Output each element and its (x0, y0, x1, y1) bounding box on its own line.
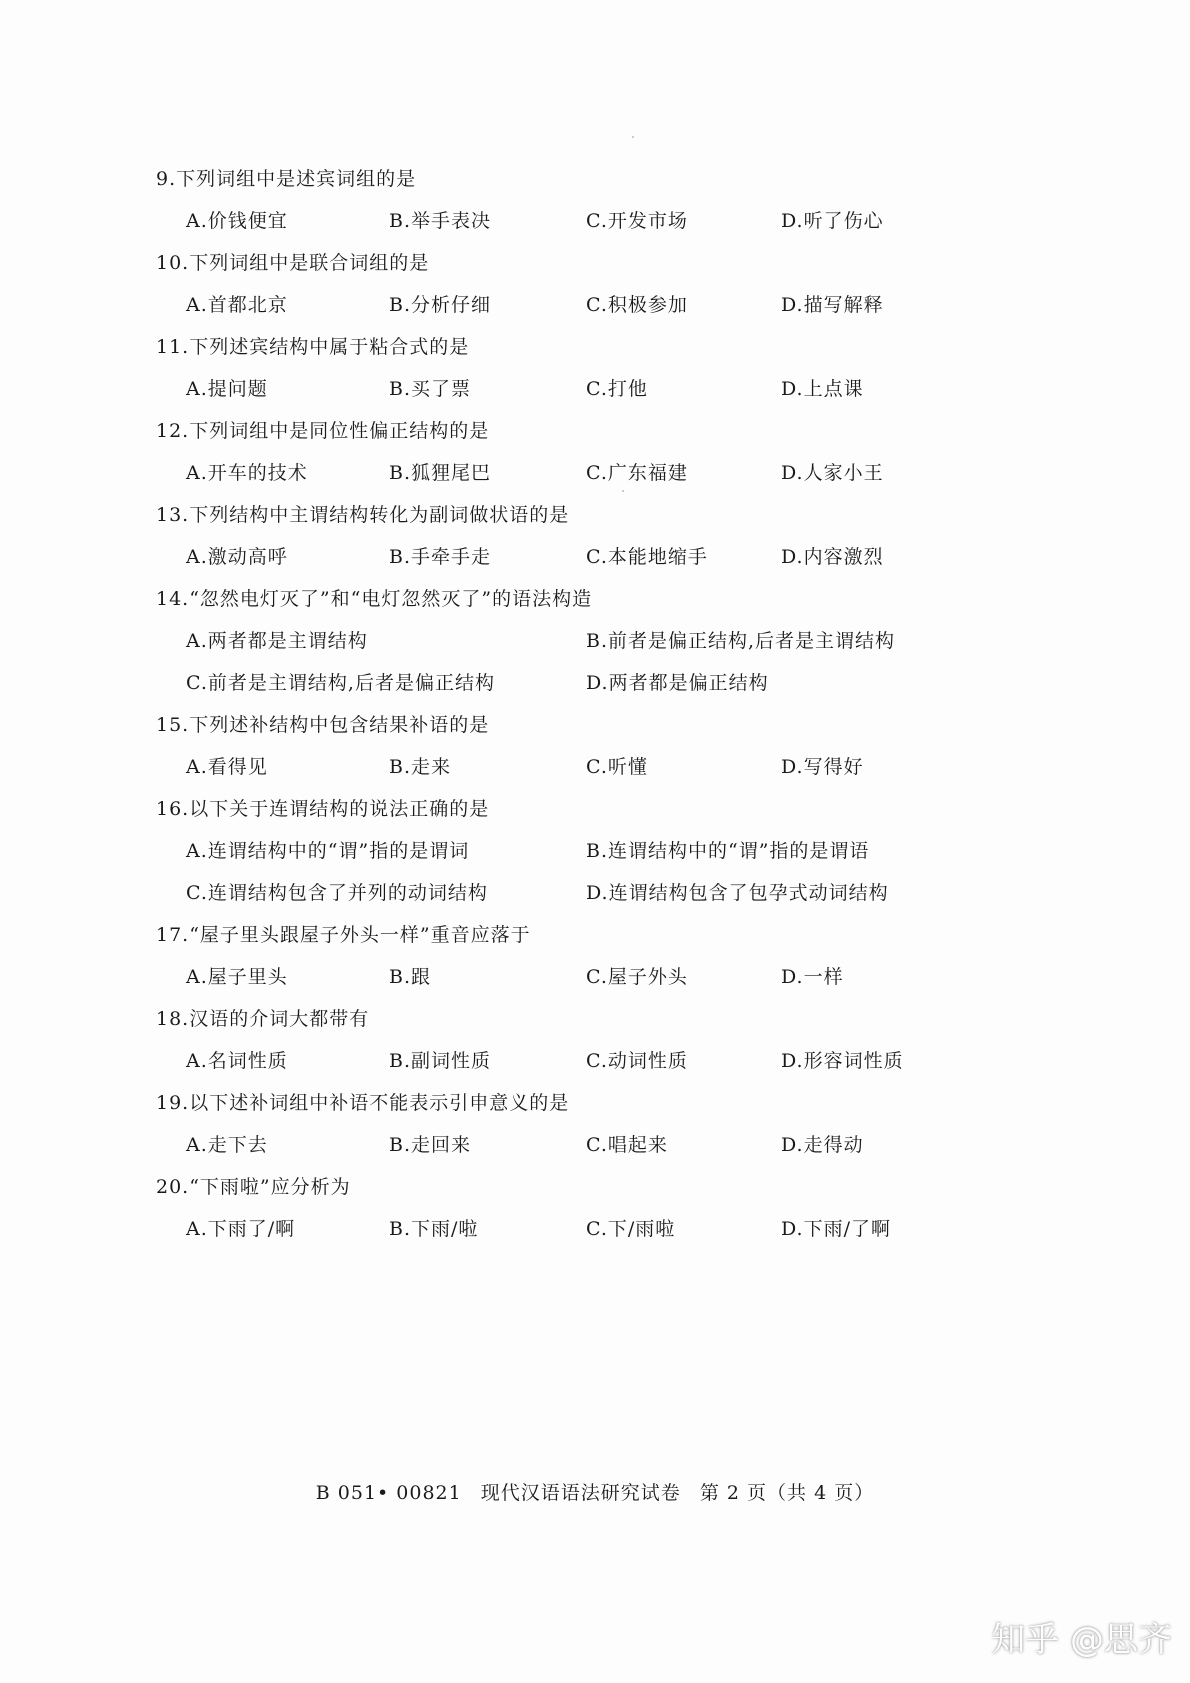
option-group (156, 1040, 1056, 1082)
question-item (156, 914, 1056, 998)
question-item (156, 410, 1056, 494)
option-b: B.买了票 (389, 378, 472, 400)
option-c: C.广东福建 (586, 462, 688, 484)
option-d: D.上点课 (781, 378, 864, 400)
question-stem: 15.下列述补结构中包含结果补语的是 (156, 714, 490, 736)
option-b: B.连谓结构中的“谓”指的是谓语 (586, 840, 870, 862)
option-b: B.分析仔细 (389, 294, 492, 316)
question-stem: 16.以下关于连谓结构的说法正确的是 (156, 798, 490, 820)
option-group (156, 746, 1056, 788)
option-d: D.描写解释 (781, 294, 884, 316)
question-stem: 10.下列词组中是联合词组的是 (156, 252, 430, 274)
option-c: C.开发市场 (586, 210, 688, 232)
option-d: D.人家小王 (781, 462, 884, 484)
option-c: C.动词性质 (586, 1050, 688, 1072)
option-group (156, 200, 1056, 242)
option-d: D.下雨/了啊 (781, 1218, 891, 1240)
option-a: A.名词性质 (186, 1050, 288, 1072)
exam-title: 现代汉语语法研究试卷 (480, 1482, 681, 1504)
option-a: A.走下去 (186, 1134, 268, 1156)
option-group (156, 1208, 1056, 1250)
option-b: B.走回来 (389, 1134, 472, 1156)
option-c: C.听懂 (586, 756, 648, 778)
question-list (156, 158, 1056, 1250)
question-item (156, 704, 1056, 788)
option-a: A.首都北京 (186, 294, 288, 316)
question-stem: 20.“下雨啦”应分析为 (156, 1176, 351, 1198)
option-b: B.副词性质 (389, 1050, 492, 1072)
question-stem: 9.下列词组中是述宾词组的是 (156, 168, 417, 190)
option-d: D.听了伤心 (781, 210, 884, 232)
option-a: A.看得见 (186, 756, 268, 778)
option-c: C.唱起来 (586, 1134, 668, 1156)
question-item (156, 1082, 1056, 1166)
question-item (156, 326, 1056, 410)
option-d: D.写得好 (781, 756, 864, 778)
option-b: B.下雨/啦 (389, 1218, 479, 1240)
option-c: C.连谓结构包含了并列的动词结构 (186, 882, 488, 904)
option-group (156, 536, 1056, 578)
option-b: B.手牵手走 (389, 546, 492, 568)
exam-code: B 051• 00821 (315, 1482, 462, 1504)
option-a: A.下雨了/啊 (186, 1218, 296, 1240)
option-c: C.积极参加 (586, 294, 688, 316)
option-a: A.价钱便宜 (186, 210, 288, 232)
option-a: A.两者都是主谓结构 (186, 630, 368, 652)
option-d: D.一样 (781, 966, 844, 988)
option-d: D.连谓结构包含了包孕式动词结构 (586, 882, 889, 904)
question-stem: 13.下列结构中主谓结构转化为副词做状语的是 (156, 504, 570, 526)
option-b: B.跟 (389, 966, 432, 988)
option-group (156, 830, 1056, 914)
option-a: A.激动高呼 (186, 546, 288, 568)
question-item (156, 788, 1056, 914)
question-item (156, 578, 1056, 704)
option-a: A.提问题 (186, 378, 268, 400)
option-group (156, 284, 1056, 326)
option-group (156, 620, 1056, 704)
scan-speck (632, 136, 634, 138)
option-b: B.前者是偏正结构,后者是主谓结构 (586, 630, 896, 652)
question-stem: 18.汉语的介词大都带有 (156, 1008, 370, 1030)
option-c: C.打他 (586, 378, 648, 400)
option-d: D.走得动 (781, 1134, 864, 1156)
option-group (156, 1124, 1056, 1166)
question-item (156, 158, 1056, 242)
page-number: 第 2 页（共 4 页） (699, 1482, 875, 1504)
page-footer (0, 1478, 1190, 1505)
question-item (156, 242, 1056, 326)
question-item (156, 998, 1056, 1082)
question-stem: 12.下列词组中是同位性偏正结构的是 (156, 420, 490, 442)
option-a: A.屋子里头 (186, 966, 288, 988)
question-item (156, 1166, 1056, 1250)
option-d: D.内容激烈 (781, 546, 884, 568)
option-a: A.连谓结构中的“谓”指的是谓词 (186, 840, 470, 862)
option-group (156, 452, 1056, 494)
option-c: C.前者是主谓结构,后者是偏正结构 (186, 672, 495, 694)
zhihu-watermark: 知乎 @思齐 (991, 1620, 1172, 1660)
question-stem: 14.“忽然电灯灭了”和“电灯忽然灭了”的语法构造 (156, 588, 593, 610)
option-b: B.举手表决 (389, 210, 492, 232)
option-c: C.屋子外头 (586, 966, 688, 988)
option-b: B.走来 (389, 756, 452, 778)
option-group (156, 956, 1056, 998)
option-b: B.狐狸尾巴 (389, 462, 492, 484)
question-stem: 11.下列述宾结构中属于粘合式的是 (156, 336, 470, 358)
question-item (156, 494, 1056, 578)
question-stem: 17.“屋子里头跟屋子外头一样”重音应落于 (156, 924, 531, 946)
option-d: D.形容词性质 (781, 1050, 904, 1072)
option-a: A.开车的技术 (186, 462, 308, 484)
option-group (156, 368, 1056, 410)
option-c: C.下/雨啦 (586, 1218, 676, 1240)
option-d: D.两者都是偏正结构 (586, 672, 769, 694)
option-c: C.本能地缩手 (586, 546, 708, 568)
question-stem: 19.以下述补词组中补语不能表示引申意义的是 (156, 1092, 570, 1114)
